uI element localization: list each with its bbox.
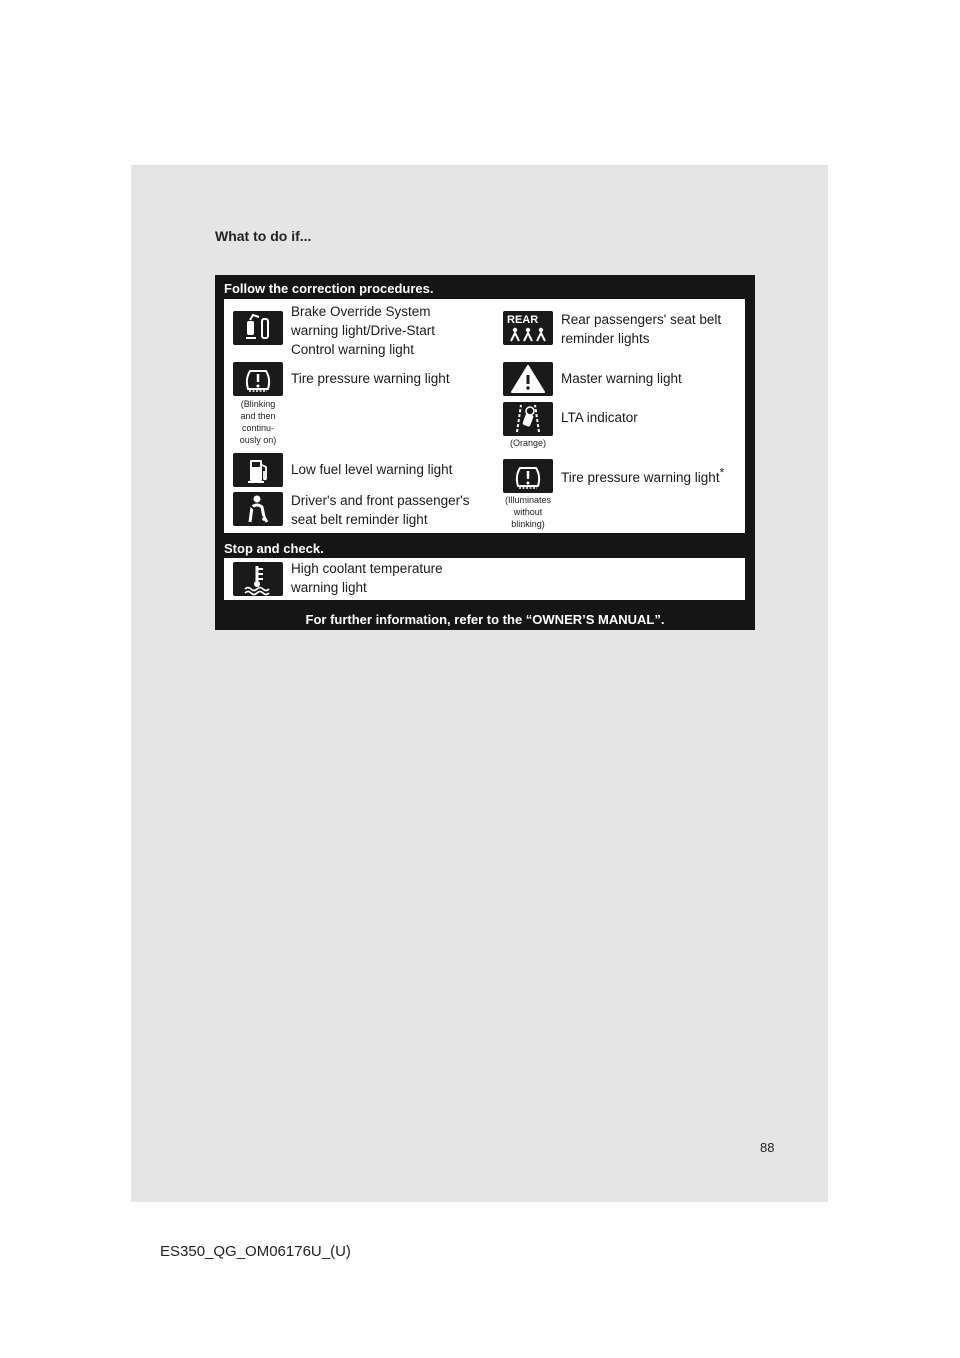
coolant-temperature-icon xyxy=(233,562,283,596)
stop-title: Stop and check. xyxy=(224,541,324,556)
warning-lights-panel xyxy=(215,275,755,630)
tire-pressure-blinking-note: (Blinking and then continu-ously on) xyxy=(239,399,277,445)
tire-pressure-steady-note: (Illuminates without blinking) xyxy=(504,495,551,529)
tire-pressure-icon xyxy=(233,362,283,396)
low-fuel-label: Low fuel level warning light xyxy=(291,462,453,477)
lta-icon xyxy=(503,402,553,436)
correction-title: Follow the correction procedures. xyxy=(224,281,434,296)
document-code: ES350_QG_OM06176U_(U) xyxy=(160,1243,351,1260)
rear-seatbelt-icon xyxy=(503,311,553,345)
brake-override-icon xyxy=(233,311,283,345)
coolant-temperature-label: High coolant temperature warning light xyxy=(291,561,443,595)
low-fuel-icon xyxy=(233,453,283,487)
rear-seatbelt-label: Rear passengers' seat belt reminder lights xyxy=(561,312,722,346)
page-number: 88 xyxy=(760,1140,775,1155)
tire-pressure-steady-label: Tire pressure warning light xyxy=(561,470,720,485)
brake-override-label: Brake Override System warning light/Drive-Start Control warning light xyxy=(291,304,436,357)
footer-note: For further information, refer to the “OWNER’S MANUAL”. xyxy=(305,612,665,627)
master-warning-icon xyxy=(503,362,553,396)
seatbelt-icon xyxy=(233,492,283,526)
seatbelt-label: Driver's and front passenger's seat belt reminder light xyxy=(291,493,470,527)
footnote-mark: * xyxy=(719,465,725,480)
tire-pressure-label: Tire pressure warning light xyxy=(291,371,450,386)
rear-icon-text: REAR xyxy=(507,314,539,326)
lta-label: LTA indicator xyxy=(561,410,638,425)
section-title: What to do if... xyxy=(215,228,312,244)
correction-box xyxy=(224,299,745,533)
tire-pressure-steady-label-row xyxy=(561,465,746,487)
tire-pressure-icon xyxy=(503,459,553,493)
lta-note: (Orange) xyxy=(509,438,546,448)
stop-box xyxy=(224,558,745,600)
master-warning-label: Master warning light xyxy=(561,371,682,386)
